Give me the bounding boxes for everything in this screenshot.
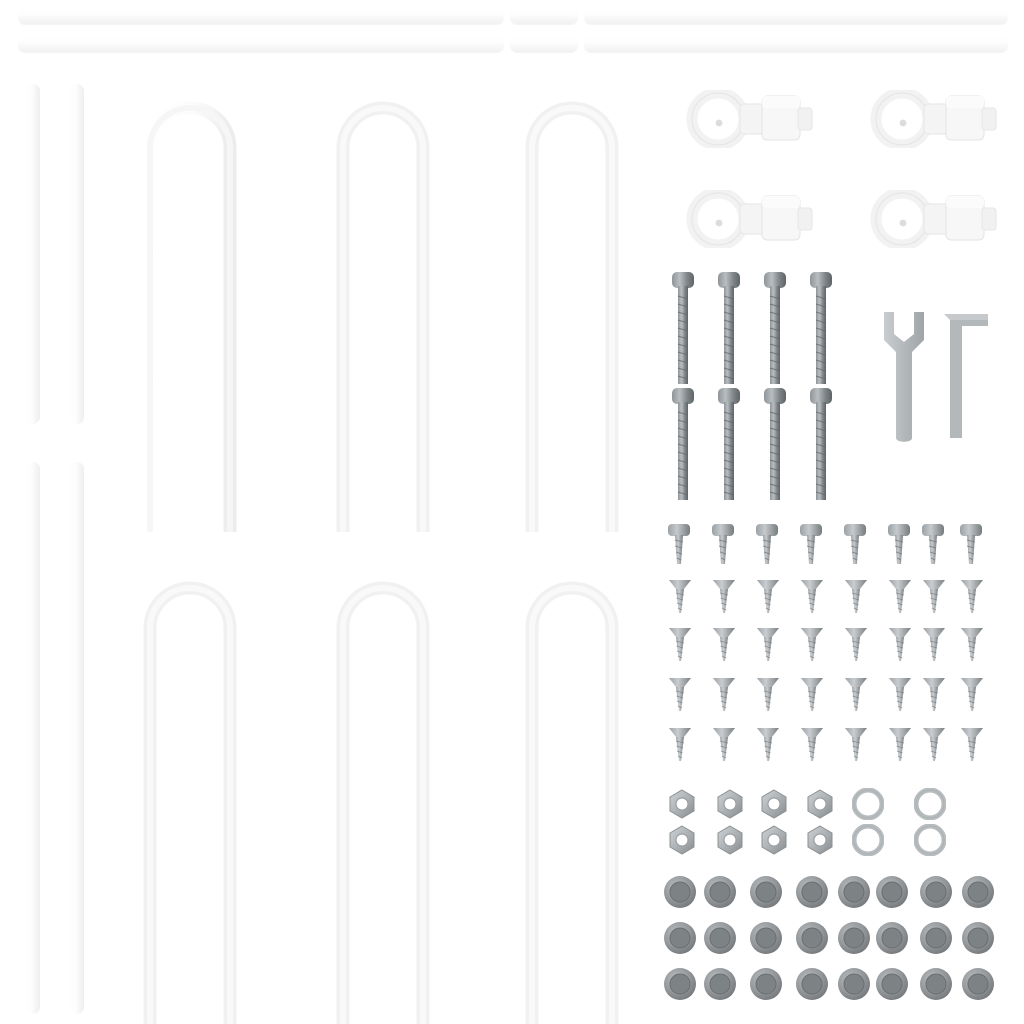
- self-tapping-screw: [844, 728, 868, 764]
- self-tapping-screw: [960, 678, 984, 714]
- u-hoop-frame: [333, 100, 433, 532]
- u-hoop-frame: [140, 580, 240, 1024]
- long-bolt: [806, 272, 836, 386]
- end-cap: [874, 966, 910, 1002]
- rail-tube: [18, 36, 504, 52]
- pipe-clamp: [676, 190, 832, 248]
- self-tapping-screw: [922, 678, 946, 714]
- self-tapping-screw: [800, 580, 824, 616]
- wrench-icon: [876, 306, 932, 446]
- rail-tube: [584, 36, 1008, 52]
- end-cap: [794, 920, 830, 956]
- flat-washer: [914, 788, 946, 820]
- screw: [958, 524, 984, 568]
- end-cap: [918, 920, 954, 956]
- self-tapping-screw: [756, 678, 780, 714]
- rail-tube: [584, 8, 1008, 24]
- flat-washer: [914, 824, 946, 856]
- rail-tube: [510, 8, 578, 24]
- flat-washer: [852, 824, 884, 856]
- self-tapping-screw: [800, 678, 824, 714]
- self-tapping-screw: [668, 678, 692, 714]
- allen-key-icon: [940, 306, 996, 446]
- u-hoop-frame: [140, 100, 240, 532]
- hex-nut: [804, 824, 836, 856]
- end-cap: [836, 874, 872, 910]
- self-tapping-screw: [712, 580, 736, 616]
- self-tapping-screw: [844, 678, 868, 714]
- hex-nut: [758, 788, 790, 820]
- self-tapping-screw: [668, 580, 692, 616]
- end-cap: [662, 966, 698, 1002]
- end-cap: [960, 966, 996, 1002]
- hex-nut: [714, 788, 746, 820]
- end-cap: [662, 920, 698, 956]
- long-bolt: [668, 272, 698, 386]
- long-bolt: [760, 272, 790, 386]
- self-tapping-screw: [844, 628, 868, 664]
- end-cap: [960, 874, 996, 910]
- screw: [798, 524, 824, 568]
- self-tapping-screw: [712, 628, 736, 664]
- hex-nut: [804, 788, 836, 820]
- screw: [842, 524, 868, 568]
- screw: [920, 524, 946, 568]
- vertical-tube: [25, 462, 40, 1014]
- end-cap: [702, 874, 738, 910]
- self-tapping-screw: [922, 728, 946, 764]
- long-bolt: [760, 388, 790, 502]
- self-tapping-screw: [756, 728, 780, 764]
- self-tapping-screw: [756, 580, 780, 616]
- self-tapping-screw: [844, 580, 868, 616]
- end-cap: [794, 874, 830, 910]
- long-bolt: [668, 388, 698, 502]
- long-bolt: [806, 388, 836, 502]
- self-tapping-screw: [800, 728, 824, 764]
- long-bolt: [714, 272, 744, 386]
- self-tapping-screw: [668, 728, 692, 764]
- self-tapping-screw: [668, 628, 692, 664]
- end-cap: [836, 920, 872, 956]
- hex-nut: [666, 788, 698, 820]
- end-cap: [748, 920, 784, 956]
- hex-nut: [714, 824, 746, 856]
- pipe-clamp: [860, 190, 1016, 248]
- screw: [754, 524, 780, 568]
- u-hoop-frame: [522, 580, 622, 1024]
- end-cap: [662, 874, 698, 910]
- long-bolt: [714, 388, 744, 502]
- screw: [710, 524, 736, 568]
- rail-tube: [510, 36, 578, 52]
- end-cap: [874, 920, 910, 956]
- screw: [666, 524, 692, 568]
- self-tapping-screw: [712, 728, 736, 764]
- screw: [886, 524, 912, 568]
- u-hoop-frame: [522, 100, 622, 532]
- end-cap: [918, 874, 954, 910]
- self-tapping-screw: [888, 628, 912, 664]
- self-tapping-screw: [800, 628, 824, 664]
- self-tapping-screw: [712, 678, 736, 714]
- self-tapping-screw: [756, 628, 780, 664]
- self-tapping-screw: [960, 728, 984, 764]
- end-cap: [918, 966, 954, 1002]
- end-cap: [702, 966, 738, 1002]
- vertical-tube: [69, 462, 84, 1014]
- self-tapping-screw: [888, 580, 912, 616]
- end-cap: [874, 874, 910, 910]
- rail-tube: [18, 8, 504, 24]
- self-tapping-screw: [922, 580, 946, 616]
- hex-nut: [666, 824, 698, 856]
- end-cap: [836, 966, 872, 1002]
- end-cap: [748, 874, 784, 910]
- self-tapping-screw: [960, 580, 984, 616]
- vertical-tube: [69, 84, 84, 424]
- end-cap: [794, 966, 830, 1002]
- self-tapping-screw: [888, 678, 912, 714]
- self-tapping-screw: [888, 728, 912, 764]
- pipe-clamp: [676, 90, 832, 148]
- pipe-clamp: [860, 90, 1016, 148]
- self-tapping-screw: [922, 628, 946, 664]
- vertical-tube: [25, 84, 40, 424]
- end-cap: [702, 920, 738, 956]
- flat-washer: [852, 788, 884, 820]
- hex-nut: [758, 824, 790, 856]
- end-cap: [748, 966, 784, 1002]
- end-cap: [960, 920, 996, 956]
- self-tapping-screw: [960, 628, 984, 664]
- u-hoop-frame: [333, 580, 433, 1024]
